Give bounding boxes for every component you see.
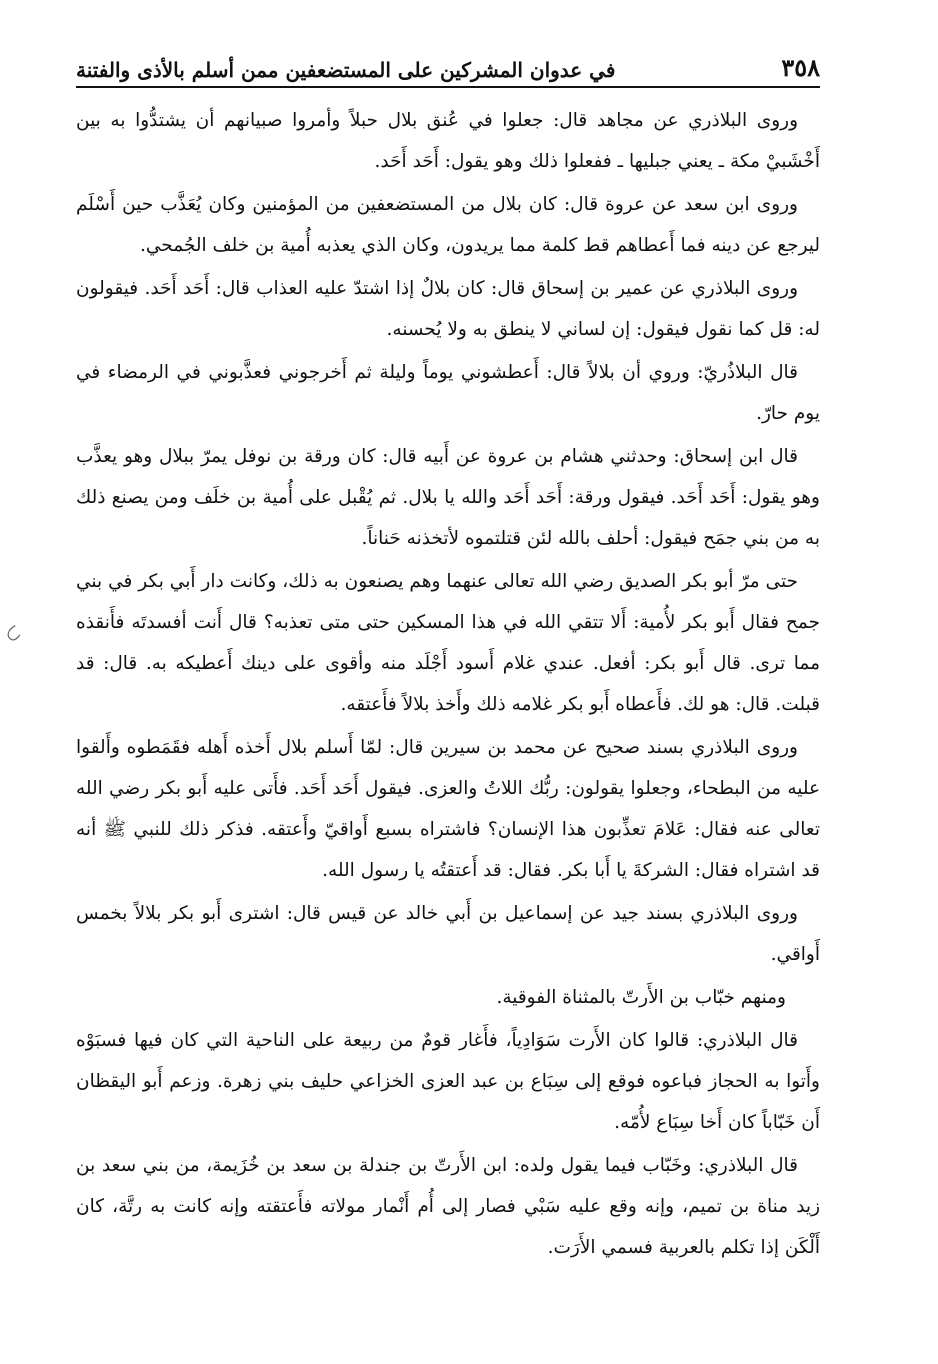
paragraph: ومنهم خبّاب بن الأَرتّ بالمثناة الفوقية. [496, 987, 786, 1008]
body-text [76, 100, 820, 1268]
paragraph: قال ابن إسحاق: وحدثني هشام بن عروة عن أَبيه قال: كان ورقة بن نوفل يمرّ ببلال وهو يعذَّب وهو يقول: أَحَد أَحَد. فيقول ورقة: أَحَد أَحَد والله يا بلال. ثم يُقْبل على أُمية بن خلَف ومن يصنع ذلك به من بني جمَح فيقول: أحلف بالله لئن قتلتموه لأتخذنه حَناناً. [76, 446, 820, 549]
paragraph: قال البلاذري: وخَبّاب فيما يقول ولده: ابن الأَرتّ بن جندلة بن سعد بن خُزَيمة، من بني سعد بن زيد مناة بن تميم، وإنه وقع عليه سَبْي فصار إلى أُم أَنْمار مولاته فأَعتقته وإنه كانت به رتَّة، كان أَلْكَن إذا تكلم بالعربية فسمي الأَرَت. [76, 1155, 820, 1258]
paragraph: وروى البلاذري عن مجاهد قال: جعلوا في عُنق بلال حبلاً وأمروا صبيانهم أن يشتدُّوا به بين أَخْشَبيْ مكة ـ يعني جبليها ـ ففعلوا ذلك وهو يقول: أَحَد أَحَد. [76, 110, 820, 172]
margin-scribble-icon [1, 622, 25, 647]
paragraph: قال البلاذري: قالوا كان الأَرت سَوَادِياً، فأَغار قومٌ من ربيعة على الناحية التي كان فيها فسبَوْه وأَتوا به الحجاز فباعوه فوقع إلى سِبَاع بن عبد العزى الخزاعي حليف بني زهرة. وزعم أَبو اليقظان أَن خَبّاباً كان أَخا سِبَاع لأُمّه. [76, 1030, 820, 1133]
book-page [76, 48, 820, 1338]
page-number: ٣٥٨ [781, 53, 820, 82]
paragraph: وروى ابن سعد عن عروة قال: كان بلال من المستضعفين من المؤمنين وكان يُعَذَّب حين أَسْلَم ليرجع عن دينه فما أَعطاهم قط كلمة مما يريدون، وكان الذي يعذبه أُمية بن خلف الجُمحي. [76, 194, 820, 256]
paragraph: وروى البلاذري عن عمير بن إسحاق قال: كان بلالٌ إذا اشتدّ عليه العذاب قال: أَحَد أَحَد. فيقولون له: قل كما نقول فيقول: إن لساني لا ينطق به ولا يُحسنه. [76, 278, 820, 340]
paragraph: حتى مرّ أبو بكر الصديق رضي الله تعالى عنهما وهم يصنعون به ذلك، وكانت دار أَبي بكر في بني جمح فقال أَبو بكر لأُمية: أَلا تتقي الله في هذا المسكين حتى متى تعذبه؟ قال أَنت أفسدتَه فأَنقذه مما ترى. قال أَبو بكر: أفعل. عندي غلام أَسود أَجْلَد منه وأقوى على دينك أَعطيكه به. قال: قد قبلت. قال: هو لك. فأَعطاه أَبو بكر غلامه ذلك وأَخذ بلالاً فأَعتقه. [76, 571, 820, 715]
running-title: في عدوان المشركين على المستضعفين ممن أسلم بالأذى والفتنة [76, 58, 616, 82]
paragraph: قال البلاذُريّ: وروي أن بلالاً قال: أَعطشوني يوماً وليلة ثم أَخرجوني فعذَّبوني في الرمضاء في يوم حارّ. [76, 362, 820, 424]
page-header [76, 48, 820, 88]
paragraph: وروى البلاذري بسند جيد عن إسماعيل بن أَبي خالد عن قيس قال: اشترى أَبو بكر بلالاً بخمس أَواقي. [76, 903, 820, 965]
paragraph: وروى البلاذري بسند صحيح عن محمد بن سيرين قال: لمّا أَسلم بلال أَخذه أَهله فقَمَطوه وأَلقوا عليه من البطحاء، وجعلوا يقولون: ربُّك اللاتُ والعزى. فيقول أَحَد أَحَد. فأَتى عليه أَبو بكر رضي الله تعالى عنه فقال: عَلامَ تعذِّبون هذا الإنسان؟ فاشتراه بسبع أَواقيّ وأَعتقه. فذكر ذلك للنبي ﷺ أنه قد اشتراه فقال: الشركةَ يا أَبا بكر. فقال: قد أَعتقتُه يا رسول الله. [76, 737, 820, 881]
